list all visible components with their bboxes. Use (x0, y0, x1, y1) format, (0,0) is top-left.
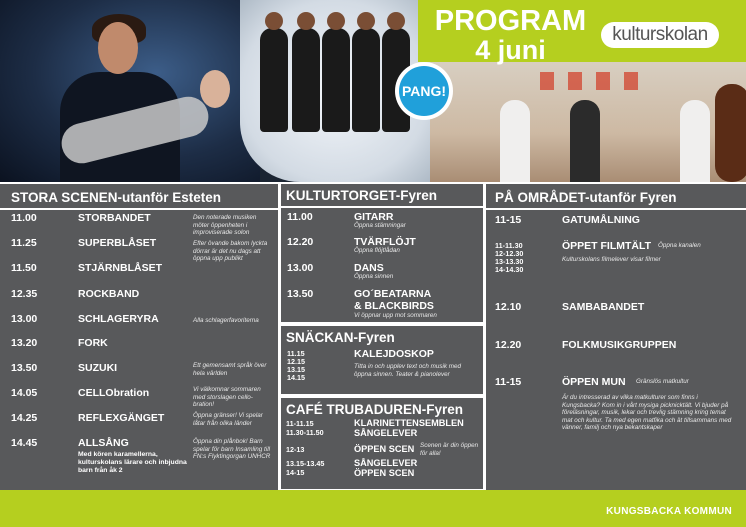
time: 13.50 (287, 288, 314, 300)
act-desc: Vi välkomnar sommaren med storslagen cello-bration! (193, 386, 261, 409)
panel-title: SNÄCKAN-Fyren (286, 330, 395, 345)
time: 12.10 (495, 301, 522, 313)
act-name: FOLKMUSIKGRUPPEN (562, 339, 677, 351)
act-desc: Öppna flöjtlådan (354, 247, 400, 254)
panel-title: KULTURTORGET-Fyren (286, 188, 438, 203)
footer (0, 490, 746, 527)
act-desc: Öppna gränser! Vi spelar låtar från olika länder (193, 412, 263, 427)
act-name: & BLACKBIRDS (354, 300, 434, 312)
act-name: KLARINETTENSEMBLEN (354, 418, 464, 428)
act-name: GO´BEATARNA (354, 288, 432, 300)
act-desc: Scenen är din öppen för alla! (420, 442, 479, 457)
time: 12-12.30 (495, 249, 524, 258)
time: 13-13.30 (495, 257, 524, 266)
act-name: TVÄRFLÖJT (354, 236, 416, 248)
time: 11.25 (11, 237, 37, 249)
act-name: SAMBABANDET (562, 301, 645, 313)
time: 14.05 (11, 387, 38, 399)
act-desc: Titta in och upplev text och musik med öppna sinnen. Teater & pianolever (354, 363, 462, 378)
act-name: SCHLAGERYRA (78, 313, 159, 325)
act-desc: Vi öppnar upp mot sommaren (354, 312, 437, 319)
time: 11-11.30 (495, 241, 523, 250)
act-name: FORK (78, 337, 108, 349)
divider (281, 206, 483, 208)
time: 14-15 (286, 468, 305, 477)
time: 11-11.15 (286, 419, 314, 428)
time: 12.35 (11, 288, 38, 300)
act-desc: Öppna din plånbok! Barn spelar för barn Insamling till FN:s Flyktingorgan UNHCR (193, 438, 271, 461)
act-name: SÅNGELEVER (354, 458, 418, 468)
time: 13.00 (287, 262, 314, 274)
act-desc: Öppna kanalen (658, 242, 701, 249)
act-name: ÖPPEN MUN (562, 376, 626, 388)
act-name: KALEJDOSKOP (354, 348, 434, 360)
program-date: 4 juni (475, 35, 546, 65)
act-desc: Är du intresserad av vilka matkulturer som finns i Kungsbacka? Kom in i vårt mysiga picknicktält. Vi bjuder på föreläsningar, musik, lekar och trevlig stämning kring temat mat och kultur. Ta med egen matfika och ät tillsammans med vänner, familj och nya bekantskaper (562, 394, 732, 432)
stora-scenen-panel (0, 184, 278, 490)
time: 12.20 (287, 236, 314, 248)
act-name: ALLSÅNG (78, 437, 129, 449)
act-name: GITARR (354, 211, 394, 223)
panel-title: PÅ OMRÅDET-utanför Fyren (495, 190, 677, 205)
time: 13.20 (11, 337, 38, 349)
act-name: ÖPPET FILMTÄLT (562, 240, 652, 252)
act-desc: Öppna stämningar (354, 222, 406, 229)
time: 11-15 (495, 376, 522, 388)
act-desc: Alla schlagerfavoriterna (193, 317, 259, 324)
time: 13.00 (11, 313, 38, 325)
act-name: ÖPPEN SCEN (354, 444, 415, 454)
act-name: GATUMÅLNING (562, 214, 640, 226)
act-name: CELLObration (78, 387, 150, 399)
act-name: SUPERBLÅSET (78, 237, 157, 249)
act-name: SÅNGELEVER (354, 428, 418, 438)
guitarist-photo (0, 0, 260, 182)
time: 13.50 (11, 362, 38, 374)
act-desc: Kulturskolans filmelever visar filmer (562, 256, 661, 263)
act-desc: Öppna sinnen (354, 273, 394, 280)
act-name: DANS (354, 262, 384, 274)
cafe-panel (281, 398, 483, 489)
panel-title: STORA SCENEN-utanför Esteten (11, 190, 222, 205)
act-name: ÖPPEN SCEN (354, 468, 415, 478)
time: 12.20 (495, 339, 522, 351)
act-desc: Den noterade musiken möter öppenheten i improviserade solon (193, 214, 257, 237)
allsang-subtitle: Med kören karamellerna, kulturskolans lärare och inbjudna barn från åk 2 (78, 451, 187, 475)
divider (486, 208, 746, 210)
act-name: REFLEXGÄNGET (78, 412, 165, 424)
panel-title: CAFÉ TRUBADUREN-Fyren (286, 402, 464, 417)
kulturskolan-logo: kulturskolan (601, 22, 719, 48)
time: 14.25 (11, 412, 38, 424)
time: 11.15 (287, 349, 305, 358)
pang-badge: PANG! (399, 66, 449, 116)
time: 12-13 (286, 445, 305, 454)
time: 11.50 (11, 262, 37, 274)
time: 11.00 (287, 211, 313, 223)
act-desc: Efter övande bakom lyckta dörrar är det nu dags att öppna upp publikt (193, 240, 268, 263)
time: 12.15 (287, 357, 305, 366)
time: 13.15-13.45 (286, 459, 325, 468)
time: 11.30-11.50 (286, 428, 324, 437)
time: 11.00 (11, 212, 37, 224)
divider (0, 208, 278, 210)
act-desc: Ett gemensamt språk över hela världen (193, 362, 267, 377)
musicians-photo (430, 60, 746, 182)
snackan-panel (281, 326, 483, 394)
kulturtorget-panel (281, 184, 483, 322)
act-name: STORBANDET (78, 212, 151, 224)
time: 14-14.30 (495, 265, 524, 274)
time: 14.45 (11, 437, 38, 449)
act-name: STJÄRNBLÅSET (78, 262, 163, 274)
footer-text: KUNGSBACKA KOMMUN (606, 506, 732, 517)
act-desc: Gränslös matkultur (636, 378, 689, 385)
act-name: ROCKBAND (78, 288, 140, 300)
omradet-panel (486, 184, 746, 490)
time: 14.15 (287, 373, 305, 382)
time: 13.15 (287, 365, 305, 374)
act-name: SUZUKI (78, 362, 118, 374)
time: 11-15 (495, 214, 522, 226)
program-title: PROGRAM (434, 5, 587, 37)
